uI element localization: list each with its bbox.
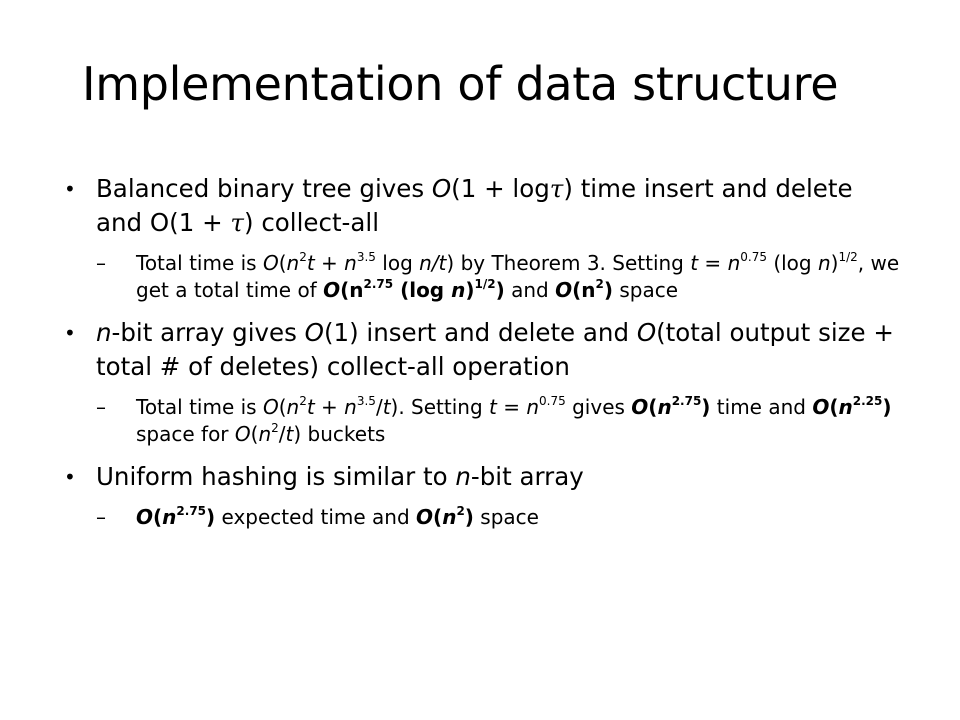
text-segment: 3.5	[356, 249, 376, 264]
text-segment: O	[262, 395, 279, 419]
text-segment: 2	[456, 503, 465, 518]
text-segment: 2.75	[176, 503, 207, 518]
text-segment: space for	[136, 422, 235, 446]
text-segment: (n	[572, 278, 596, 302]
text-segment: , we get a total time of	[136, 251, 900, 302]
text-segment: -bit array gives	[111, 318, 305, 347]
text-segment: (1 + log	[451, 174, 550, 203]
text-segment: )	[830, 251, 839, 275]
bullet-marker: •	[64, 321, 76, 345]
text-segment: (total output size + total # of deletes) collect-all operation	[96, 318, 894, 381]
text-segment: t = n	[489, 395, 540, 419]
bullet-text	[136, 505, 539, 529]
text-segment: n	[727, 251, 741, 275]
text-segment: n	[817, 251, 831, 275]
text-segment: O	[262, 251, 279, 275]
text-segment: )	[882, 395, 892, 419]
text-segment: (	[648, 395, 658, 419]
text-segment: 1/2	[474, 276, 496, 291]
text-segment: )	[206, 505, 216, 529]
text-segment: =	[698, 251, 728, 275]
text-segment: )	[465, 278, 475, 302]
text-segment: 0.75	[740, 249, 767, 264]
text-segment: space	[473, 505, 539, 529]
text-segment: n	[442, 505, 457, 529]
text-segment: ). Setting	[390, 395, 490, 419]
slide-title: Implementation of data structure	[82, 57, 839, 111]
text-segment: Total time is	[136, 395, 263, 419]
text-segment: 2.25	[852, 393, 883, 408]
text-segment: t	[285, 422, 294, 446]
text-segment: O	[136, 505, 154, 529]
text-segment: t	[382, 395, 391, 419]
dash-marker: –	[96, 251, 106, 275]
text-segment: )	[701, 395, 711, 419]
text-segment: 3.5	[356, 393, 376, 408]
bullet-text	[136, 395, 891, 446]
text-segment: )	[603, 278, 613, 302]
bullet-text	[96, 462, 584, 491]
text-segment: Balanced binary tree gives	[96, 174, 432, 203]
text-segment: n	[286, 251, 300, 275]
bullet-text	[96, 174, 853, 237]
text-segment: n	[162, 505, 177, 529]
text-segment: and	[504, 278, 556, 302]
bullet-item	[64, 316, 904, 384]
text-segment: Uniform hashing is similar to	[96, 462, 456, 491]
text-segment: (n	[340, 278, 364, 302]
bullet-text	[136, 251, 899, 302]
text-segment: /	[375, 395, 383, 419]
bullet-text	[96, 318, 894, 381]
text-segment: t + n	[306, 395, 357, 419]
text-segment: ) collect-all	[243, 208, 380, 237]
text-segment: ) time insert and delete and O(1 +	[96, 174, 853, 237]
text-segment: n	[258, 422, 272, 446]
text-segment: O	[631, 395, 649, 419]
text-segment: -bit array	[470, 462, 584, 491]
text-segment: )	[495, 278, 505, 302]
sub-bullet-item	[64, 394, 904, 448]
text-segment: 2.75	[363, 276, 394, 291]
text-segment: O	[555, 278, 573, 302]
bullet-item	[64, 172, 904, 240]
text-segment: ) by Theorem 3. Setting	[446, 251, 691, 275]
text-segment: τ	[549, 174, 564, 203]
text-segment: n	[451, 278, 466, 302]
text-segment: expected time and	[215, 505, 417, 529]
text-segment: /	[278, 422, 286, 446]
text-segment: t + n	[306, 251, 357, 275]
text-segment: O	[812, 395, 830, 419]
text-segment: n/t	[419, 251, 447, 275]
text-segment: t	[690, 251, 699, 275]
text-segment: )	[464, 505, 474, 529]
text-segment: Total time is	[136, 251, 263, 275]
text-segment: 2	[595, 276, 604, 291]
sub-bullet-item	[64, 504, 904, 531]
text-segment: O	[234, 422, 251, 446]
text-segment: ) buckets	[293, 422, 386, 446]
text-segment: (1) insert and delete and	[323, 318, 637, 347]
text-segment: (	[278, 395, 287, 419]
bullet-marker: •	[64, 465, 76, 489]
text-segment: n	[286, 395, 300, 419]
text-segment: τ	[230, 208, 244, 237]
bullet-item	[64, 460, 904, 494]
text-segment: 2	[299, 249, 307, 264]
dash-marker: –	[96, 505, 106, 529]
text-segment: n	[455, 462, 471, 491]
text-segment: time and	[710, 395, 813, 419]
text-segment: n	[838, 395, 853, 419]
text-segment: (	[250, 422, 259, 446]
text-segment: log	[375, 251, 420, 275]
text-segment: (	[433, 505, 443, 529]
text-segment: (log	[393, 278, 452, 302]
text-segment: O	[304, 318, 324, 347]
text-segment: space	[612, 278, 678, 302]
text-segment: n	[657, 395, 672, 419]
dash-marker: –	[96, 395, 106, 419]
text-segment: 0.75	[539, 393, 566, 408]
sub-bullet-item	[64, 250, 904, 304]
text-segment: O	[323, 278, 341, 302]
slide-body	[64, 172, 904, 543]
text-segment: 2	[271, 420, 279, 435]
text-segment: 1/2	[838, 249, 858, 264]
text-segment: O	[431, 174, 452, 203]
text-segment: 2	[299, 393, 307, 408]
text-segment: (	[829, 395, 839, 419]
text-segment: (log	[766, 251, 818, 275]
text-segment: O	[636, 318, 657, 347]
text-segment: 2.75	[671, 393, 702, 408]
text-segment: gives	[565, 395, 632, 419]
text-segment: n	[96, 318, 112, 347]
text-segment: (	[278, 251, 287, 275]
text-segment: O	[416, 505, 434, 529]
text-segment: (	[153, 505, 163, 529]
bullet-marker: •	[64, 177, 76, 201]
